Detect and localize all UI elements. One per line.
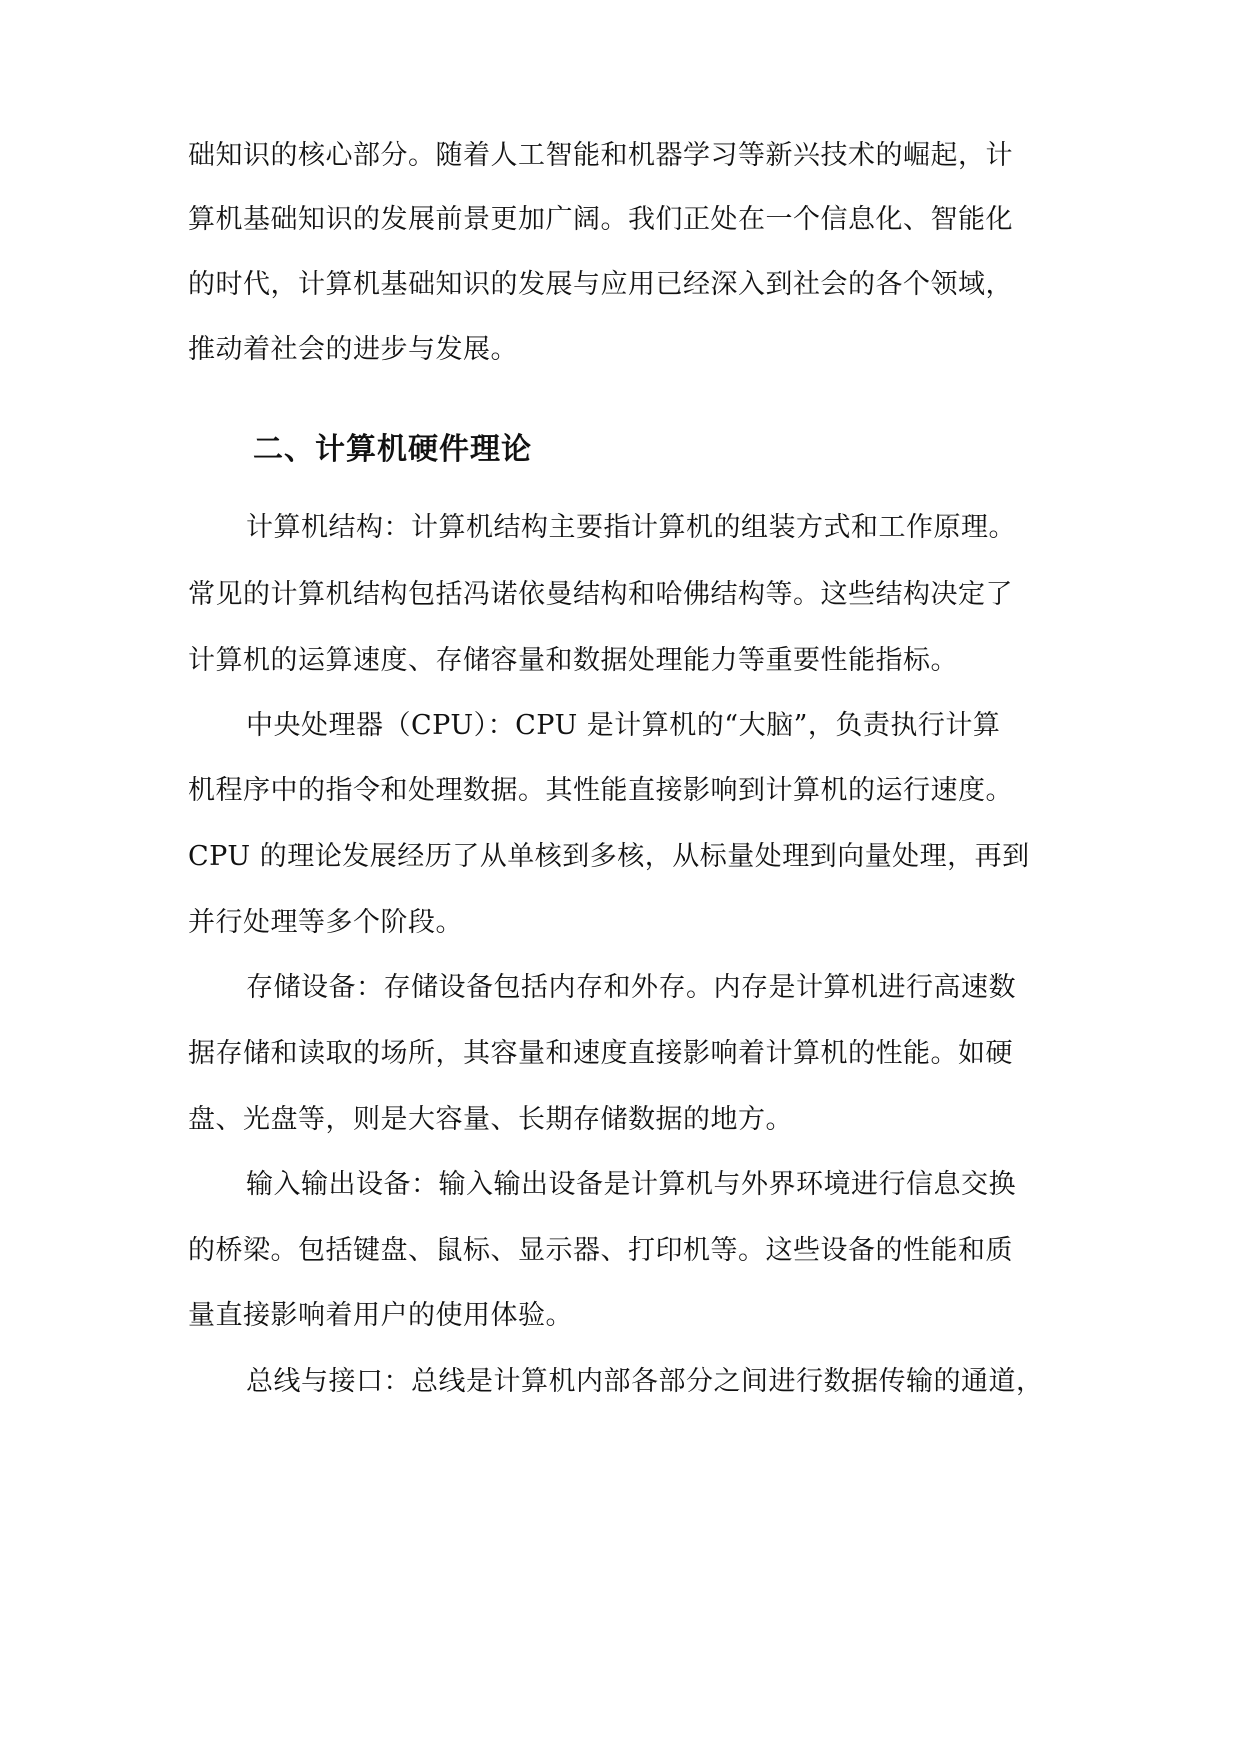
intro-line-4: 推动着社会的进步与发展。 bbox=[188, 334, 518, 365]
intro-line-2: 算机基础知识的发展前景更加广阔。我们正处在一个信息化、智能化 bbox=[188, 204, 1013, 235]
paragraph-cpu-line-1: 中央处理器（CPU）：CPU 是计算机的“大脑”，负责执行计算 bbox=[246, 710, 1001, 741]
paragraph-storage-line-3: 盘、光盘等，则是大容量、长期存储数据的地方。 bbox=[188, 1104, 793, 1135]
section-heading: 二、计算机硬件理论 bbox=[253, 432, 532, 467]
paragraph-storage-line-1: 存储设备：存储设备包括内存和外存。内存是计算机进行高速数 bbox=[246, 972, 1016, 1003]
paragraph-io-line-3: 量直接影响着用户的使用体验。 bbox=[188, 1300, 573, 1331]
paragraph-structure-line-1: 计算机结构：计算机结构主要指计算机的组装方式和工作原理。 bbox=[246, 512, 1016, 543]
intro-line-3: 的时代，计算机基础知识的发展与应用已经深入到社会的各个领域， bbox=[188, 269, 1013, 300]
paragraph-cpu-line-3: CPU 的理论发展经历了从单核到多核，从标量处理到向量处理，再到 bbox=[188, 841, 1030, 872]
paragraph-structure-line-3: 计算机的运算速度、存储容量和数据处理能力等重要性能指标。 bbox=[188, 645, 958, 676]
paragraph-cpu-line-4: 并行处理等多个阶段。 bbox=[188, 907, 463, 938]
paragraph-io-line-1: 输入输出设备：输入输出设备是计算机与外界环境进行信息交换 bbox=[246, 1169, 1016, 1200]
paragraph-bus-line-1: 总线与接口：总线是计算机内部各部分之间进行数据传输的通道， bbox=[246, 1366, 1044, 1397]
paragraph-io-line-2: 的桥梁。包括键盘、鼠标、显示器、打印机等。这些设备的性能和质 bbox=[188, 1235, 1013, 1266]
intro-line-1: 础知识的核心部分。随着人工智能和机器学习等新兴技术的崛起，计 bbox=[188, 140, 1013, 171]
paragraph-storage-line-2: 据存储和读取的场所，其容量和速度直接影响着计算机的性能。如硬 bbox=[188, 1038, 1013, 1069]
paragraph-cpu-line-2: 机程序中的指令和处理数据。其性能直接影响到计算机的运行速度。 bbox=[188, 775, 1013, 806]
paragraph-structure-line-2: 常见的计算机结构包括冯诺依曼结构和哈佛结构等。这些结构决定了 bbox=[188, 579, 1013, 610]
